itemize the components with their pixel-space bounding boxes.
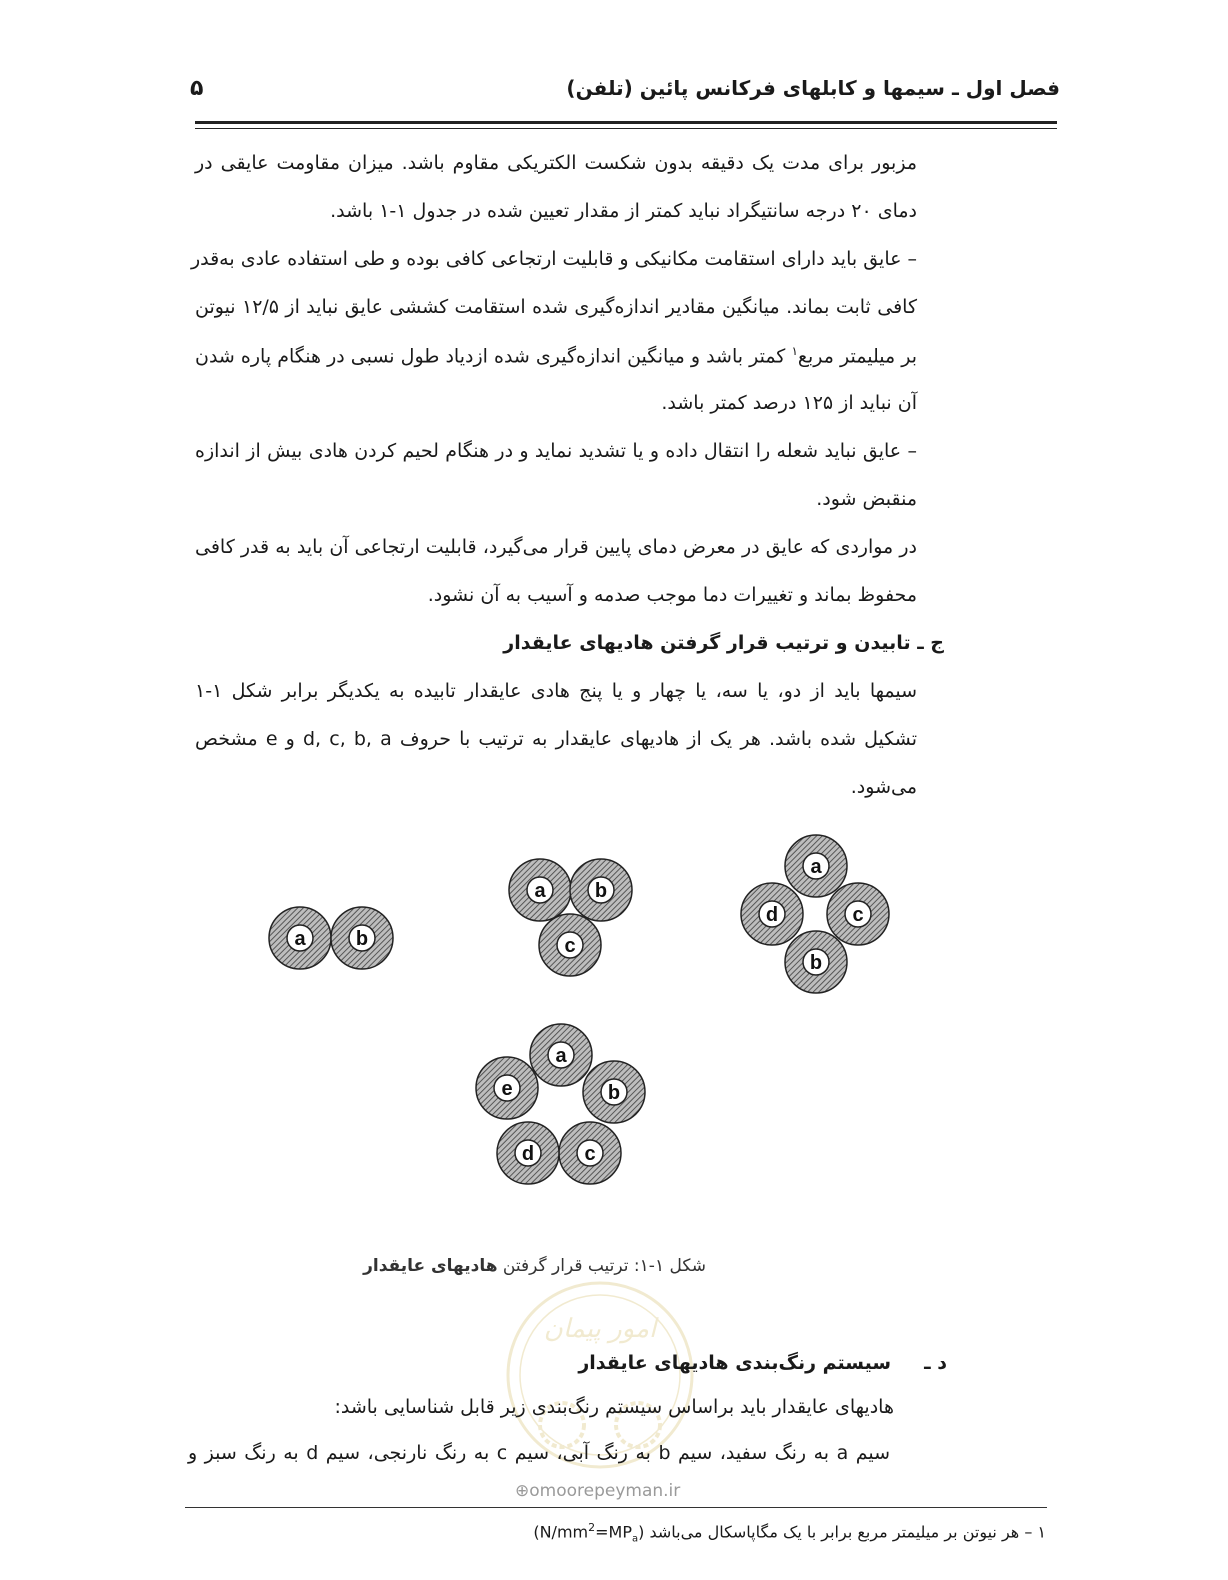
section-heading-d-text: سیستم رنگ‌بندی هادیهای عایقدار xyxy=(578,1352,892,1374)
text-line-8: منقبض شود. xyxy=(816,488,917,510)
figure-caption-prefix: شکل ۱-۱: ترتیب قرار گرفتن xyxy=(497,1256,706,1276)
conductor-three-c-label: c xyxy=(564,935,576,957)
conductor-five-a-label: a xyxy=(555,1045,567,1067)
running-header-title: فصل اول ـ سیمها و کابلهای فرکانس پائین (تلفن) xyxy=(566,76,1060,100)
conductor-four-d-label: d xyxy=(765,904,779,926)
conductor-five-b-label: b xyxy=(607,1082,621,1104)
conductor-group-four xyxy=(741,835,889,993)
conductor-three-b-label: b xyxy=(594,880,608,902)
text-line-11: سیمها باید از دو، یا سه، یا چهار و یا پنج هادی عایقدار تابیده به یکدیگر برابر شکل ۱-۱ xyxy=(195,680,917,702)
page-number: ۵ xyxy=(190,76,204,101)
footnote-ref-1: ۱ xyxy=(791,344,798,358)
section-heading-d-prefix: د ـ xyxy=(924,1352,947,1374)
text-line-5-end: کمتر باشد و میانگین اندازه‌گیری شده ازدیاد طول نسبی در هنگام پاره شدن xyxy=(195,345,792,368)
conductor-group-two xyxy=(269,907,393,969)
footnote-end: ) xyxy=(533,1522,540,1542)
figure-caption-bold: هادیهای عایقدار xyxy=(363,1256,498,1276)
text-line-1: مزبور برای مدت یک دقیقه بدون شکست الکتریکی مقاوم باشد. میزان مقاومت عایقی در xyxy=(195,152,917,174)
figure-caption xyxy=(363,1256,706,1276)
watermark-url-text: omoorepeyman.ir xyxy=(529,1481,681,1501)
footnote-text: ۱ – هر نیوتن بر میلیمتر مربع برابر با یک مگاپاسکال می‌باشد (N/mm xyxy=(539,1522,1046,1542)
text-line-3: – عایق باید دارای استقامت مکانیکی و قابلیت ارتجاعی کافی بوده و طی استفاده عادی به‌قدر xyxy=(190,248,917,270)
conductor-two-b-label: b xyxy=(355,928,369,950)
conductor-five-c-label: c xyxy=(584,1143,596,1165)
text-line-14: هادیهای عایقدار باید براساس سیستم رنگ‌بندی زیر قابل شناسایی باشد: xyxy=(334,1396,894,1418)
footnote-mid: =MP xyxy=(595,1522,632,1542)
footnote-rule xyxy=(185,1507,1047,1508)
conductor-five-e-label: e xyxy=(501,1078,513,1100)
text-line-15: سیم a به رنگ سفید، سیم b به رنگ آبی، سیم c به رنگ نارنجی، سیم d به رنگ سبز و xyxy=(188,1442,891,1464)
watermark-text: امور پیمان xyxy=(543,1314,657,1344)
conductor-four-a-label: a xyxy=(810,856,822,878)
section-heading-d xyxy=(578,1352,947,1374)
conductor-five-d-label: d xyxy=(521,1143,535,1165)
footnote-sub: a xyxy=(631,1533,639,1545)
footnote xyxy=(533,1521,1046,1545)
conductor-group-three xyxy=(509,859,632,976)
footnote-sup: 2 xyxy=(588,1521,596,1534)
text-line-4: کافی ثابت بماند. میانگین مقادیر اندازه‌گیری شده استقامت کششی عایق نباید از ۱۲/۵ نیوتن xyxy=(195,296,917,318)
text-line-13: می‌شود. xyxy=(850,776,917,798)
conductor-two-a-label: a xyxy=(294,928,306,950)
text-line-7: – عایق نباید شعله را انتقال داده و یا تشدید نماید و در هنگام لحیم کردن هادی بیش از اندازه xyxy=(195,440,917,462)
conductor-four-c-label: c xyxy=(852,904,864,926)
text-line-10: محفوظ بماند و تغییرات دما موجب صدمه و آسیب به آن نشود. xyxy=(427,584,917,606)
text-line-12: تشکیل شده باشد. هر یک از هادیهای عایقدار به ترتیب با حروف d, c, b, a و e مشخص xyxy=(195,728,917,750)
conductor-group-five xyxy=(476,1024,645,1184)
conductor-four-b-label: b xyxy=(809,952,823,974)
text-line-5-start: بر میلیمتر مربع xyxy=(797,345,918,368)
text-line-6: آن نباید از ۱۲۵ درصد کمتر باشد. xyxy=(661,392,917,414)
text-line-9: در مواردی که عایق در معرض دمای پایین قرار می‌گیرد، قابلیت ارتجاعی آن باید به قدر کافی xyxy=(195,536,917,558)
section-heading-j: ج ـ تابیدن و ترتیب قرار گرفتن هادیهای عایقدار xyxy=(503,632,944,654)
text-line-2: دمای ۲۰ درجه سانتیگراد نباید کمتر از مقدار تعیین شده در جدول ۱-۱ باشد. xyxy=(330,200,917,222)
conductor-three-a-label: a xyxy=(534,880,546,902)
watermark-url: ⊕omoorepeyman.ir xyxy=(515,1481,681,1501)
